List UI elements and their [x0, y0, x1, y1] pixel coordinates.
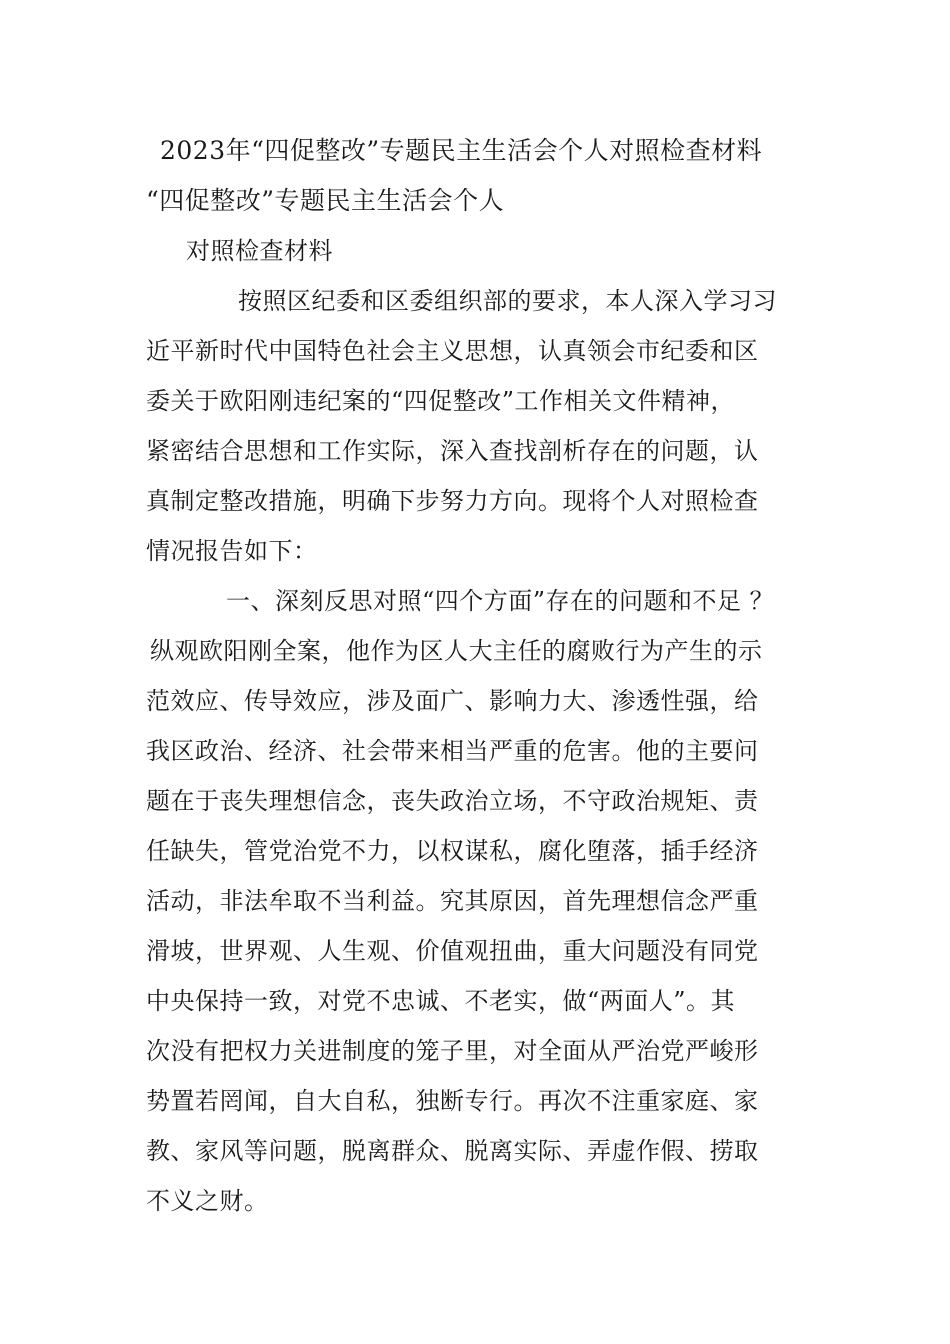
paragraph-line: 中央保持一致，对党不忠诚、不老实，做“两面人”。其: [146, 987, 736, 1015]
document-title-line-1: 2023年“四促整改”专题民主生活会个人对照检查材料: [160, 136, 763, 165]
paragraph-line: 题在于丧失理想信念，丧失政治立场，不守政治规矩、责: [146, 787, 759, 815]
paragraph-line: 活动，非法牟取不当利益。究其原因，首先理想信念严重: [146, 887, 759, 915]
paragraph-line: 委关于欧阳刚违纪案的“四促整改”工作相关文件精神，: [146, 387, 736, 415]
paragraph-line: 教、家风等问题，脱离群众、脱离实际、弄虚作假、捞取: [146, 1137, 759, 1165]
paragraph-line: 近平新时代中国特色社会主义思想，认真领会市纪委和区: [146, 337, 759, 365]
document-title-line-3: 对照检查材料: [186, 237, 333, 265]
paragraph-line: 情况报告如下：: [146, 537, 318, 565]
paragraph-line: 次没有把权力关进制度的笼子里，对全面从严治党严峻形: [146, 1037, 759, 1065]
paragraph-line: 不义之财。: [146, 1187, 269, 1215]
paragraph-line: 真制定整改措施，明确下步努力方向。现将个人对照检查: [146, 487, 759, 515]
paragraph-line: 任缺失，管党治党不力，以权谋私，腐化堕落，插手经济: [146, 837, 759, 865]
paragraph-line: 按照区纪委和区委组织部的要求，本人深入学习习: [238, 287, 777, 315]
paragraph-line: 我区政治、经济、社会带来相当严重的危害。他的主要问: [146, 737, 759, 765]
section-heading: 一、深刻反思对照“四个方面”存在的问题和不足 ？: [226, 587, 775, 615]
paragraph-line: 紧密结合思想和工作实际，深入查找剖析存在的问题，认: [146, 437, 759, 465]
paragraph-line: 纵观欧阳刚全案，他作为区人大主任的腐败行为产生的示: [150, 637, 763, 665]
paragraph-line: 势置若罔闻，自大自私，独断专行。再次不注重家庭、家: [146, 1087, 759, 1115]
paragraph-line: 范效应、传导效应，涉及面广、影响力大、渗透性强，给: [146, 687, 759, 715]
paragraph-line: 滑坡，世界观、人生观、价值观扭曲，重大问题没有同党: [146, 937, 759, 965]
document-title-line-2: “四促整改”专题民主生活会个人: [146, 186, 505, 215]
